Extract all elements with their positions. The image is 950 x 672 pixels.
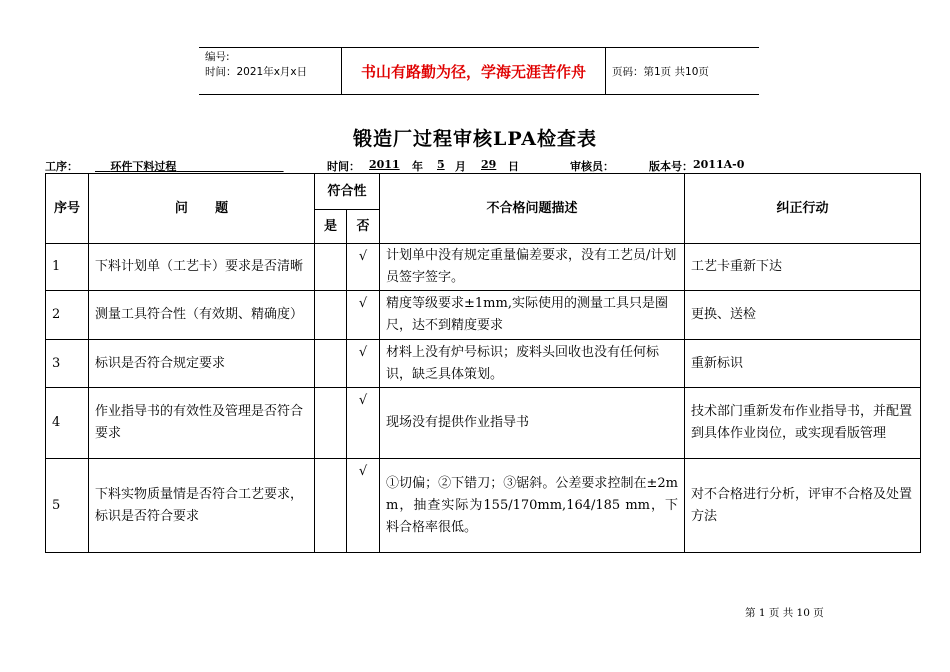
auditor-label: 审核员： — [570, 160, 614, 173]
check-mark-icon: √ — [347, 388, 380, 459]
version-label: 版本号： — [649, 160, 693, 173]
month-unit: 月 — [455, 160, 466, 173]
page-title: 锻造厂过程审核LPA检查表 — [352, 128, 597, 150]
time-label: 时间： — [327, 160, 360, 173]
row-description: ①切偏；②下错刀；③锯斜。公差要求控制在±2mm，抽查实际为155/170mm,164/185 mm，下料合格率很低。 — [380, 459, 685, 553]
row-description: 精度等级要求±1mm,实际使用的测量工具只是圈尺，达不到精度要求 — [380, 291, 685, 340]
lpa-checklist-table — [45, 173, 921, 553]
row-question: 下料计划单（工艺卡）要求是否清晰 — [89, 244, 315, 291]
check-mark-icon: √ — [347, 340, 380, 388]
row-question: 作业指导书的有效性及管理是否符合要求 — [89, 388, 315, 459]
row-action: 对不合格进行分析，评审不合格及处置方法 — [685, 459, 921, 553]
row-number: 2 — [46, 291, 89, 340]
page-footer: 第 1 页 共 10 页 — [745, 607, 824, 619]
header-number: 编号: — [205, 51, 230, 63]
day-value: 29 — [481, 158, 497, 171]
col-header-conformity: 符合性 — [315, 174, 380, 210]
row-action: 重新标识 — [685, 340, 921, 388]
month-value: 5 — [437, 158, 445, 171]
day-unit: 日 — [508, 160, 519, 173]
check-mark-icon: √ — [347, 459, 380, 553]
table-row — [46, 340, 921, 388]
col-header-action: 纠正行动 — [685, 174, 921, 244]
header-slogan: 书山有路勤为径，学海无涯苦作舟 — [342, 48, 606, 94]
col-header-no-conform: 否 — [347, 210, 380, 244]
row-number: 4 — [46, 388, 89, 459]
row-action: 更换、送检 — [685, 291, 921, 340]
process-label: 工序： — [45, 160, 78, 173]
row-number: 5 — [46, 459, 89, 553]
year-value: 2011 — [369, 158, 400, 171]
row-action: 技术部门重新发布作业指导书，并配置到具体作业岗位，或实现看版管理 — [685, 388, 921, 459]
row-action: 工艺卡重新下达 — [685, 244, 921, 291]
row-description: 材料上没有炉号标识；废料头回收也没有任何标识，缺乏具体策划。 — [380, 340, 685, 388]
check-mark-icon: √ — [347, 291, 380, 340]
col-header-no: 序号 — [46, 174, 89, 244]
year-unit: 年 — [412, 160, 423, 173]
col-header-yes: 是 — [315, 210, 347, 244]
col-header-question: 问 题 — [89, 174, 315, 244]
row-question: 标识是否符合规定要求 — [89, 340, 315, 388]
table-row — [46, 244, 921, 291]
row-yes-cell — [315, 291, 347, 340]
row-yes-cell — [315, 244, 347, 291]
row-question: 测量工具符合性（有效期、精确度） — [89, 291, 315, 340]
row-yes-cell — [315, 388, 347, 459]
header-time: 时间：2021年x月x日 — [205, 66, 308, 78]
check-mark-icon: √ — [347, 244, 380, 291]
process-value: 环件下料过程 — [110, 160, 177, 173]
row-description: 计划单中没有规定重量偏差要求，没有工艺员/计划员签字签字。 — [380, 244, 685, 291]
table-row — [46, 459, 921, 553]
document-header — [199, 47, 759, 95]
table-row — [46, 388, 921, 459]
row-yes-cell — [315, 459, 347, 553]
header-meta — [199, 48, 342, 94]
header-page: 页码：第1页 共10页 — [612, 65, 709, 78]
table-row — [46, 291, 921, 340]
info-line — [45, 158, 925, 172]
col-header-description: 不合格问题描述 — [380, 174, 685, 244]
row-number: 3 — [46, 340, 89, 388]
version-value: 2011A-0 — [693, 158, 745, 171]
row-yes-cell — [315, 340, 347, 388]
row-number: 1 — [46, 244, 89, 291]
row-question: 下料实物质量情是否符合工艺要求，标识是否符合要求 — [89, 459, 315, 553]
row-description: 现场没有提供作业指导书 — [380, 388, 685, 459]
